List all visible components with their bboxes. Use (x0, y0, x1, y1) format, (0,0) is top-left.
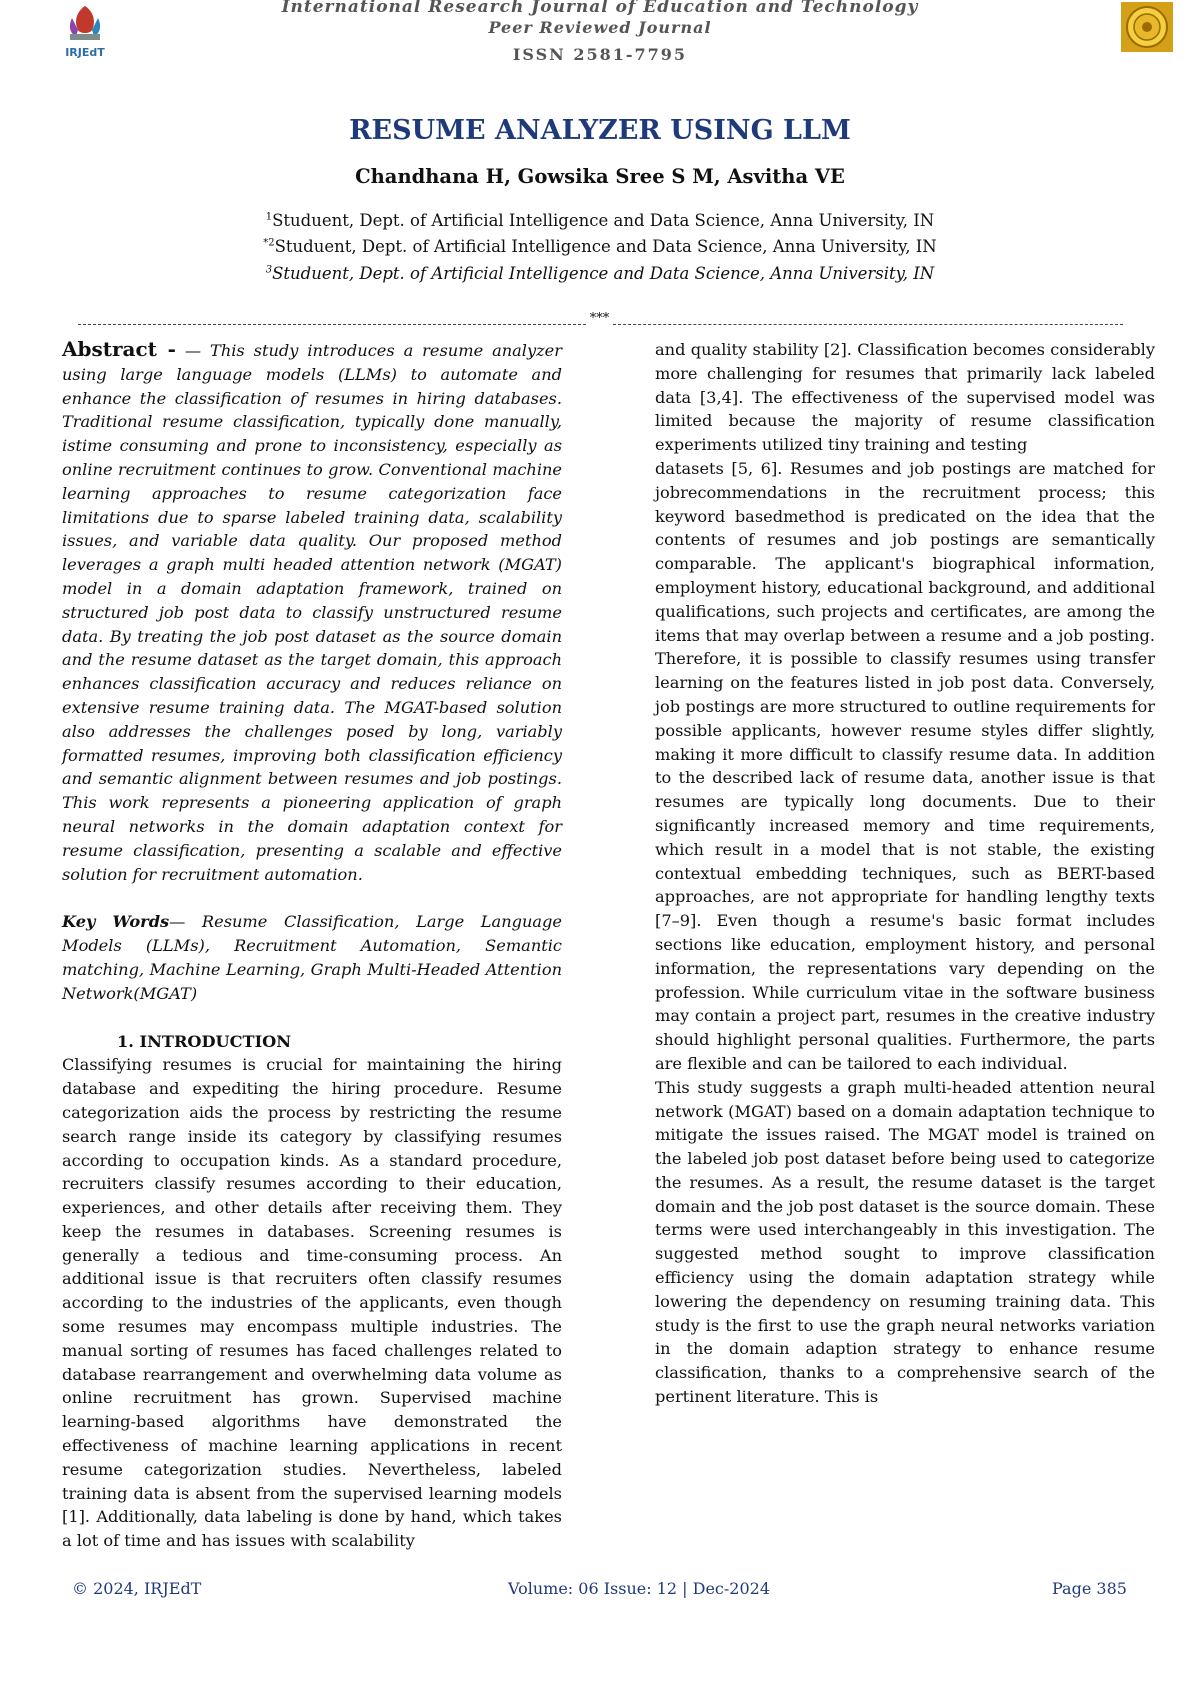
affiliation-3 (0, 264, 1200, 283)
right-column (655, 338, 1155, 1409)
right-paragraph-3: This study suggests a graph multi-headed attention neural network (MGAT) based on a domain adaptation technique to mitigate the issues raised. The MGAT model is trained on the labeled job post dataset before being used to categorize the resumes. As a result, the resume dataset is the target domain and the job post dataset is the source domain. These terms were used interchangeably in this investigation. The suggested method sought to improve classification efficiency using the domain adaptation strategy while lowering the dependency on resuming training data. This study is the first to use the graph neural networks variation in the domain adaption strategy to enhance resume classification, thanks to a comprehensive search of the pertinent literature. This is (655, 1077, 1155, 1407)
footer-copyright: © 2024, IRJEdT (72, 1579, 202, 1598)
paper-authors: Chandhana H, Gowsika Sree S M, Asvitha VE (355, 165, 845, 188)
affiliation-3-text: Studuent, Dept. of Artificial Intelligence and Data Science, Anna University, IN (272, 264, 935, 283)
keywords (62, 910, 562, 1005)
footer-volume: Volume: 06 Issue: 12 | Dec-2024 (508, 1579, 770, 1598)
affiliation-1 (0, 211, 1200, 230)
abstract-text: — This study introduces a resume analyzer using large language models (LLMs) to automate and enhance the classification of resumes in hiring databases. Traditional resume classification, typically done manually, istime consuming and prone to inconsistency, especially as online recruitment continues to grow. Conventional machine learning approaches to resume categorization face limitations due to sparse labeled training data, scalability issues, and variable data quality. Our proposed method leverages a graph multi headed attention network (MGAT) model in a domain adaptation framework, trained on structured job post data to classify unstructured resume data. By treating the job post dataset as the source domain and the resume dataset as the target domain, this approach enhances classification accuracy and reduces reliance on extensive resume training data. The MGAT-based solution also addresses the challenges posed by long, variably formatted resumes, improving both classification efficiency and semantic alignment between resumes and job postings. This work represents a pioneering application of graph neural networks in the domain adaptation context for resume classification, presenting a scalable and effective solution for recruitment automation. (62, 341, 562, 884)
abstract-heading: Abstract - (62, 337, 176, 361)
right-paragraph-1: and quality stability [2]. Classification becomes considerably more challenging for resumes that primarily lack labeled data [3,4]. The effectiveness of the supervised model was limited because the majority of resume classification experiments utilized tiny training and testing (655, 340, 1155, 455)
journal-subtitle: Peer Reviewed Journal (488, 18, 712, 37)
svg-text:IRJEdT: IRJEdT (65, 46, 105, 59)
introduction-heading: 1. INTRODUCTION (117, 1031, 292, 1051)
footer-page-number: Page 385 (1052, 1579, 1127, 1598)
affiliation-1-text: Studuent, Dept. of Artificial Intelligence and Data Science, Anna University, IN (272, 211, 935, 230)
paper-title: RESUME ANALYZER USING LLM (349, 115, 851, 146)
abstract (62, 338, 562, 886)
right-paragraph-2: datasets [5, 6]. Resumes and job postings are matched for jobrecommendations in the recruitment process; this keyword basedmethod is predicated on the idea that the contents of resumes and job postings are semantically comparable. The applicant's biographical information, employment history, educational background, and additional qualifications, such projects and certificates, are among the items that may overlap between a resume and a job posting. Therefore, it is possible to classify resumes using transfer learning on the features listed in job post data. Conversely, job postings are more structured to outline requirements for possible applicants, however resume styles differ slightly, making it more difficult to classify resume data. In addition to the described lack of resume data, another issue is that resumes are typically long documents. Due to their significantly increased memory and time requirements, which result in a model that is not stable, the existing contextual embedding techniques, such as BERT-based approaches, are not appropriate for handling lengthy texts [7–9]. Even though a resume's basic format includes sections like education, employment history, and personal information, the representations vary depending on the profession. While curriculum vitae in the software business may contain a project part, resumes in the creative industry should highlight personal qualities. Furthermore, the parts are flexible and can be tailored to each individual. (655, 458, 1155, 1073)
section-divider-left (78, 324, 586, 325)
section-divider-right (613, 324, 1123, 325)
left-column (62, 338, 562, 1553)
section-divider-mark: *** (589, 311, 610, 326)
affiliation-2-text: Studuent, Dept. of Artificial Intelligence and Data Science, Anna University, IN (274, 237, 937, 256)
affiliation-3-sup: 3 (265, 264, 273, 276)
journal-name: International Research Journal of Education and Technology (281, 0, 919, 17)
affiliation-2-sup: *2 (263, 237, 275, 249)
introduction-text: Classifying resumes is crucial for maintaining the hiring database and expediting the hiring procedure. Resume categorization aids the process by restricting the resume search range inside its category by classifying resumes according to occupation kinds. As a standard procedure, recruiters classify resumes according to their education, experiences, and other details after receiving them. They keep the resumes in databases. Screening resumes is generally a tedious and time-consuming process. An additional issue is that recruiters often classify resumes according to the industries of the applicants, even though some resumes may encompass multiple industries. The manual sorting of resumes has faced challenges related to database rearrangement and overwhelming data volume as online recruitment has grown. Supervised machine learning-based algorithms have demonstrated the effectiveness of machine learning applications in recent resume categorization studies. Nevertheless, labeled training data is absent from the supervised learning models [1]. Additionally, data labeling is done by hand, which takes a lot of time and has issues with scalability (62, 1055, 562, 1551)
journal-issn: ISSN 2581-7795 (512, 45, 688, 64)
keywords-label: Key Words (62, 912, 170, 932)
keywords-text: — Resume Classification, Large Language Models (LLMs), Recruitment Automation, Semantic matching, Machine Learning, Graph Multi-Headed Attention Network(MGAT) (62, 912, 562, 1003)
affiliation-1-sup: 1 (265, 211, 273, 223)
affiliation-2 (0, 237, 1200, 256)
